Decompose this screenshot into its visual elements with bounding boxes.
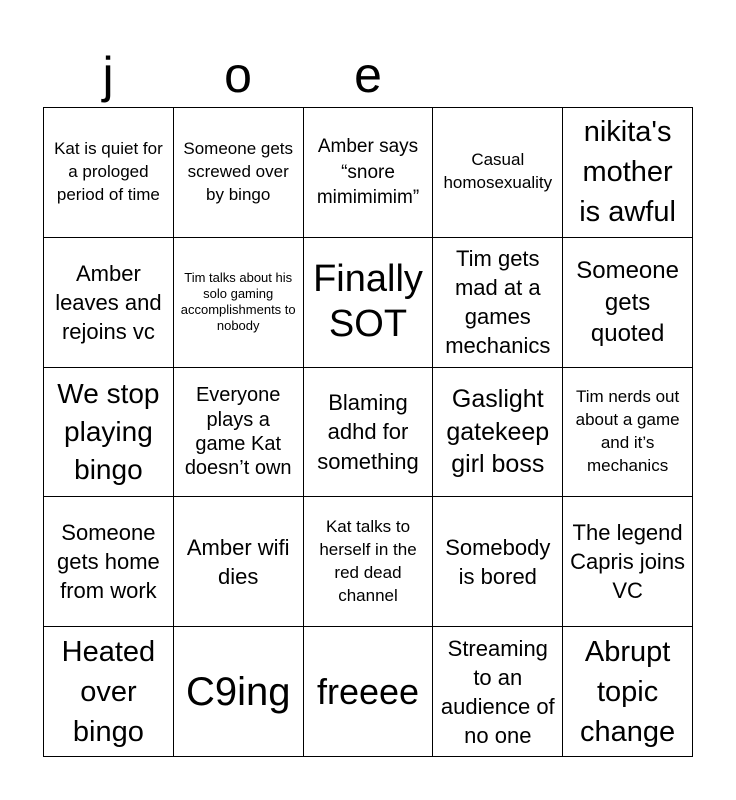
bingo-cell[interactable] (433, 238, 563, 368)
bingo-cell[interactable] (174, 368, 304, 498)
bingo-cell-text: Everyone plays a game Kat doesn’t own (184, 384, 292, 480)
bingo-cell-text: freeee (316, 671, 420, 713)
bingo-cell-text: Finally SOT (313, 257, 423, 346)
bingo-cell-text: Tim nerds out about a game and it’s mechanics (575, 387, 680, 475)
header-letter-e: e (354, 47, 382, 103)
bingo-cell[interactable] (304, 238, 434, 368)
bingo-cell-text: Amber wifi dies (186, 534, 290, 589)
header-letter-o: o (224, 47, 252, 103)
bingo-cell[interactable] (433, 368, 563, 498)
bingo-cell-text: The legend Capris joins VC (570, 520, 686, 604)
header-letter-j: j (102, 47, 114, 103)
bingo-cell[interactable] (174, 497, 304, 627)
bingo-cell[interactable] (304, 108, 434, 238)
bingo-cell-text: Kat is quiet for a prologed period of time (54, 138, 163, 204)
bingo-cell-text: Amber leaves and rejoins vc (55, 260, 162, 344)
bingo-cell-text: Streaming to an audience of no one (440, 635, 555, 748)
bingo-cell[interactable] (174, 108, 304, 238)
bingo-cell[interactable] (563, 238, 693, 368)
bingo-cell-text: Gaslight gatekeep girl boss (446, 385, 550, 479)
bingo-cell-text: Blaming adhd for something (317, 390, 419, 474)
bingo-cell-text: Amber says “snore mimimimim” (316, 135, 420, 209)
bingo-cell-text: Abrupt topic change (580, 635, 676, 748)
bingo-cell[interactable] (174, 238, 304, 368)
bingo-cell[interactable] (44, 497, 174, 627)
bingo-cell-text: Tim talks about his solo gaming accomplishments to nobody (180, 269, 296, 334)
bingo-cell-text: C9ing (185, 669, 291, 714)
bingo-cell-text: Kat talks to herself in the red dead channel (319, 516, 417, 605)
bingo-cell[interactable] (44, 368, 174, 498)
bingo-cell-text: Heated over bingo (61, 635, 156, 748)
bingo-cell[interactable] (563, 497, 693, 627)
bingo-header (43, 46, 693, 104)
bingo-cell[interactable] (433, 108, 563, 238)
bingo-cell[interactable] (44, 108, 174, 238)
bingo-cell[interactable] (563, 368, 693, 498)
bingo-cell[interactable] (304, 497, 434, 627)
bingo-board (43, 107, 693, 757)
bingo-cell[interactable] (174, 627, 304, 757)
bingo-cell[interactable] (304, 627, 434, 757)
bingo-cell[interactable] (44, 238, 174, 368)
bingo-cell-text: Tim gets mad at a games mechanics (445, 246, 551, 359)
bingo-cell-text: We stop playing bingo (57, 378, 160, 485)
bingo-cell-text: nikita's mother is awful (579, 116, 676, 229)
bingo-cell[interactable] (563, 627, 693, 757)
bingo-cell-text: Somebody is bored (445, 534, 551, 589)
bingo-cell-text: Someone gets screwed over by bingo (183, 138, 294, 204)
bingo-cell[interactable] (304, 368, 434, 498)
bingo-cell[interactable] (563, 108, 693, 238)
bingo-cell[interactable] (433, 497, 563, 627)
bingo-cell[interactable] (44, 627, 174, 757)
bingo-cell-text: Someone gets quoted (576, 257, 679, 347)
bingo-cell[interactable] (433, 627, 563, 757)
bingo-cell-text: Casual homosexuality (443, 150, 553, 193)
bingo-cell-text: Someone gets home from work (57, 520, 160, 604)
